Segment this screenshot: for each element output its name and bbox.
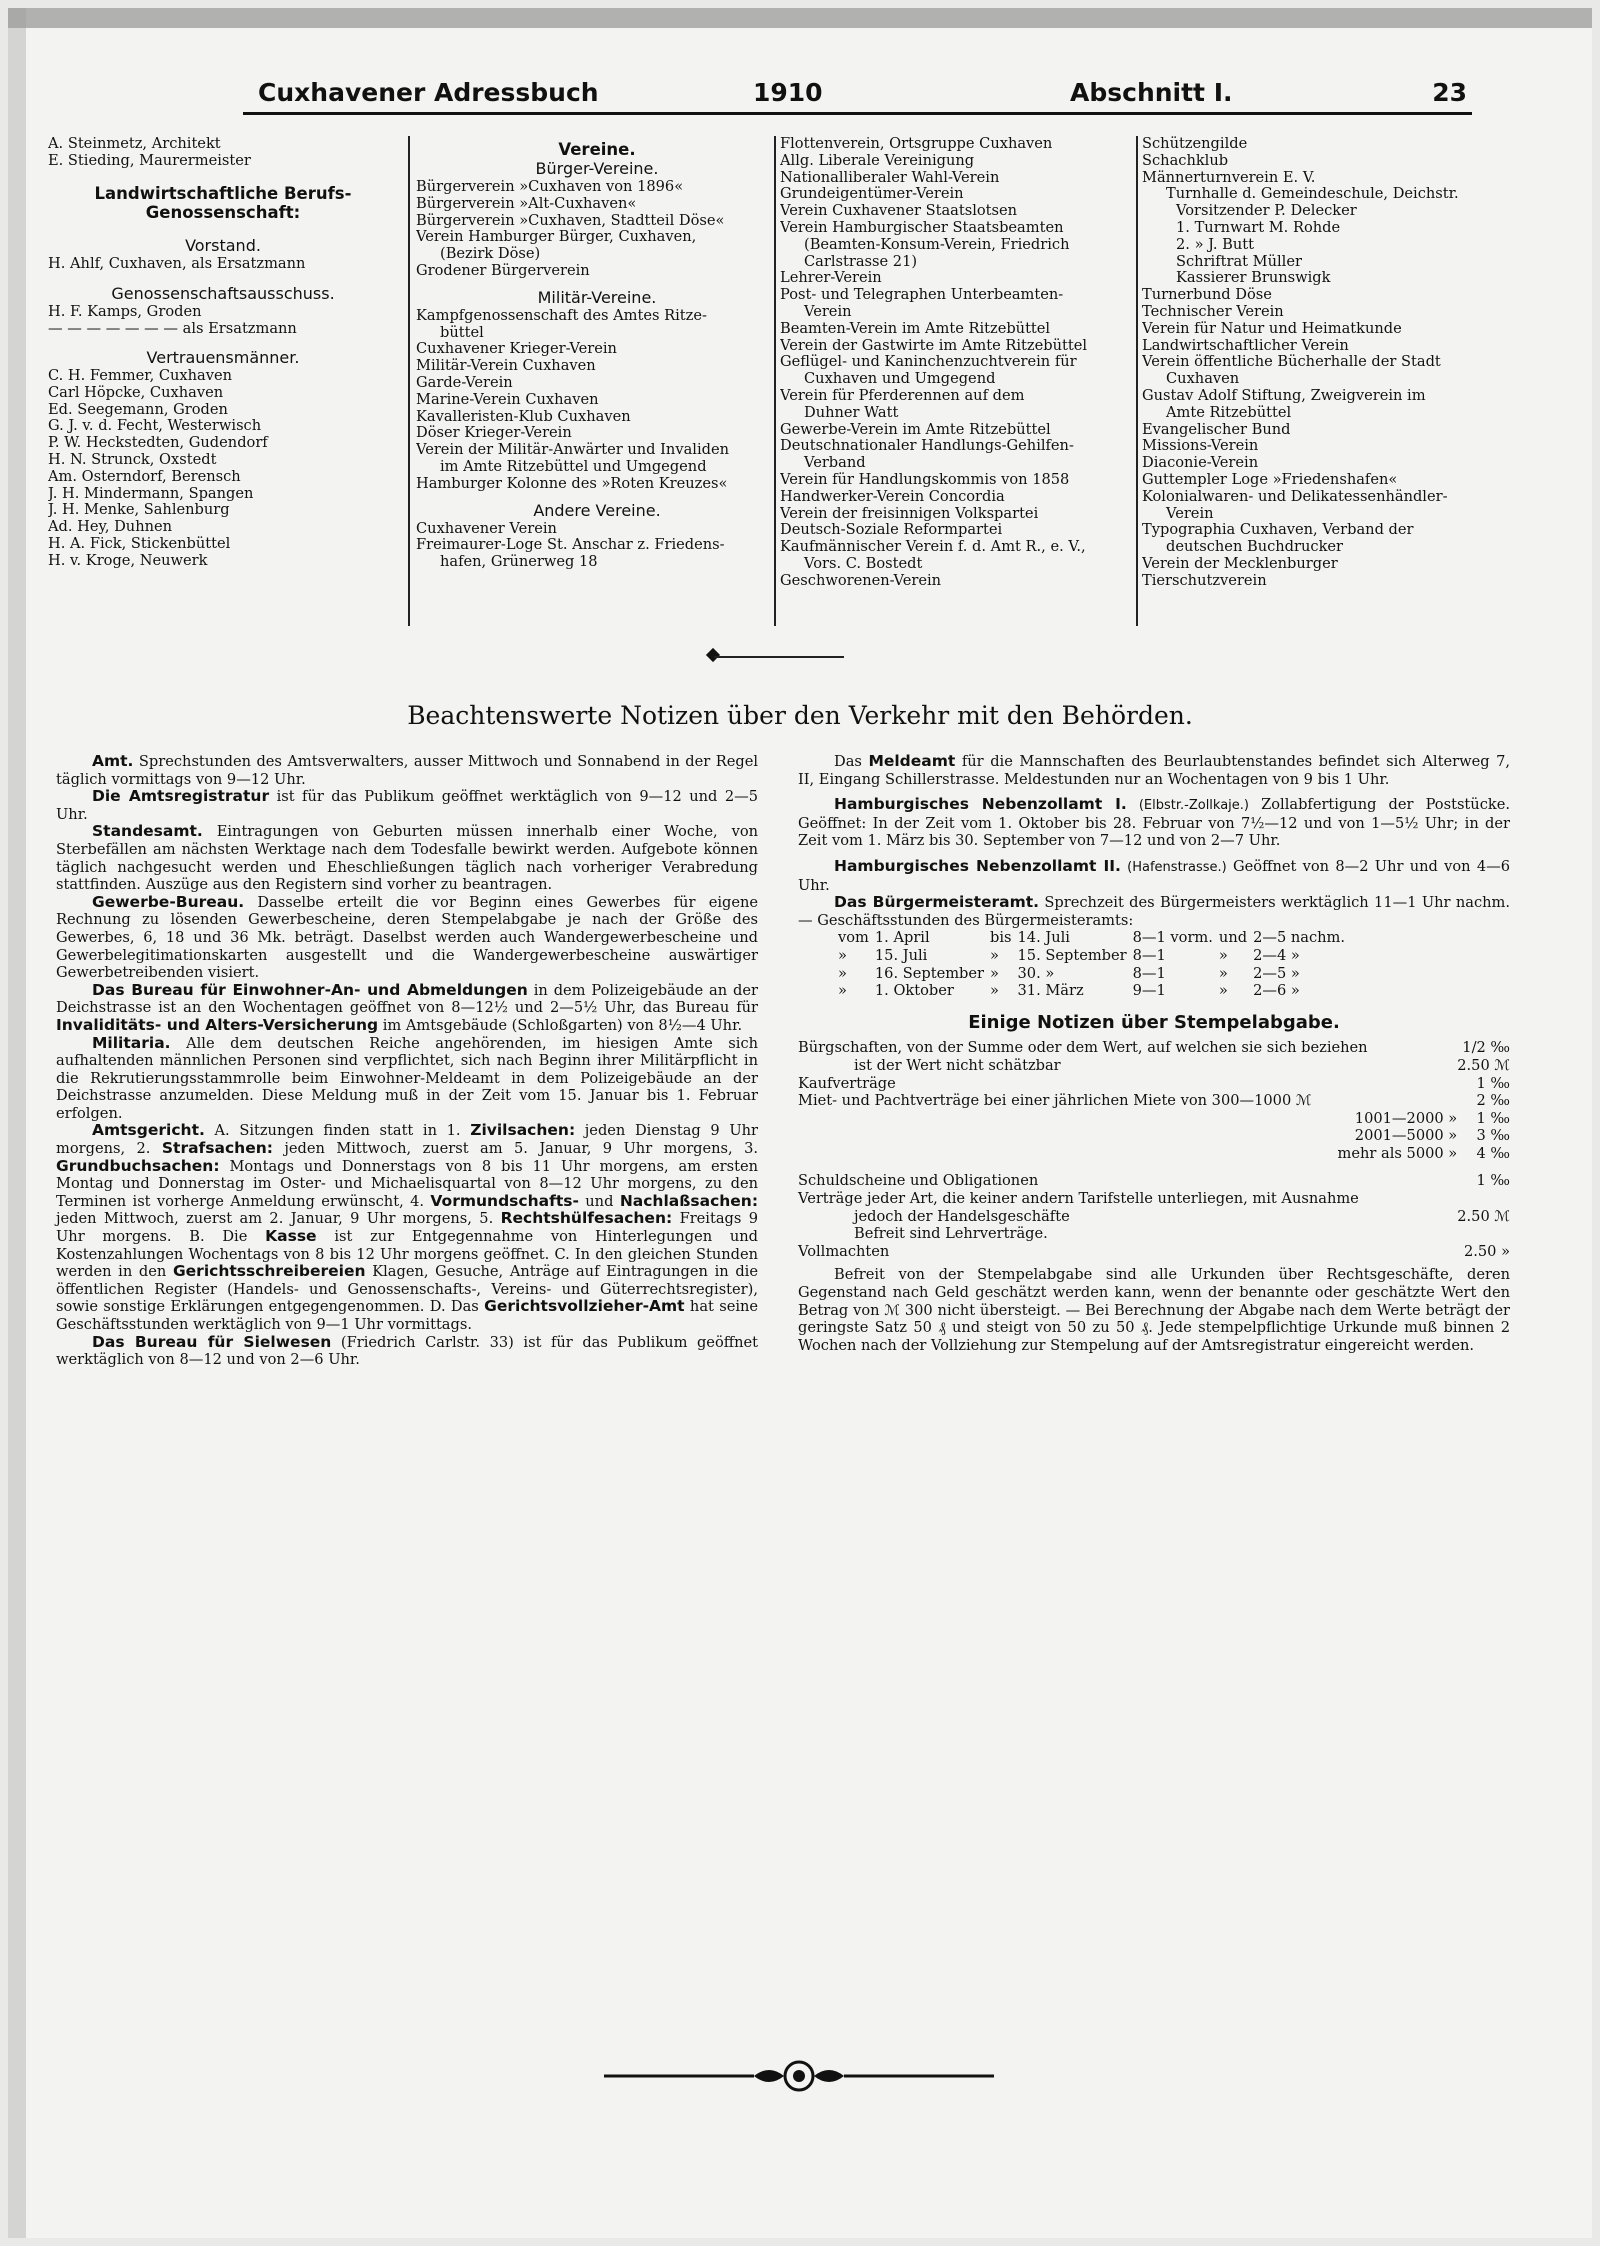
- list-item: H. A. Fick, Stickenbüttel: [48, 535, 231, 552]
- page-number: 23: [1432, 78, 1467, 107]
- list-item: Döser Krieger-Verein: [416, 425, 572, 442]
- table-cell: 1001—2000 »: [1354, 1109, 1458, 1127]
- paragraph-text: Klagen, Gesuche, Anträge auf Eintragungen in die öffentlichen Register (Handels- und Genossenschafts-, Vereins- und Güterrechtsregister), sowie sonstige Erklärungen entgegengenommen. D. Das: [56, 1263, 758, 1316]
- subheading-vertrauen: Vertrauensmänner.: [146, 347, 300, 367]
- list-item: Verein Hamburgischer Staatsbeamten: [780, 219, 1064, 236]
- list-item: H. Ahlf, Cuxhaven, als Ersatzmann: [48, 255, 306, 272]
- keyword: Hamburgisches Nebenzollamt II.: [834, 856, 1121, 875]
- list-item: Bürgerverein »Alt-Cuxhaven«: [416, 195, 637, 212]
- list-item: E. Stieding, Maurermeister: [48, 152, 251, 169]
- table-cell: 3 ‰: [1476, 1127, 1510, 1145]
- militaer-list: [416, 308, 778, 493]
- table-row: [838, 929, 1351, 947]
- table-cell: 15. Juli: [874, 946, 928, 964]
- list-item: J. H. Menke, Sahlenburg: [48, 502, 230, 519]
- keyword: Kasse: [265, 1227, 317, 1246]
- section-heading: Landwirtschaftliche Berufs-: [94, 183, 352, 203]
- table-cell: jedoch der Handelsgeschäfte: [854, 1207, 1070, 1225]
- keyword: Standesamt.: [92, 822, 203, 841]
- table-row: [798, 1145, 1510, 1163]
- ornament-leaf: [754, 2070, 784, 2082]
- table-cell: 8—1: [1132, 964, 1166, 982]
- subheading-ausschuss: Genossenschaftsausschuss.: [111, 284, 335, 304]
- ornament-center: [793, 2070, 805, 2082]
- notes-right-column: [798, 753, 1510, 1354]
- list-item: (Beamten-Konsum-Verein, Friedrich: [804, 236, 1070, 253]
- list-item: Diaconie-Verein: [1142, 455, 1259, 472]
- paragraph-gewerbe: [56, 894, 758, 982]
- paragraph-text: Sprechzeit des Bürgermeisters werktäglich 11—1 Uhr nachm. — Geschäftsstunden des Bürgermeisteramts:: [798, 894, 1510, 929]
- list-item: G. J. v. d. Fecht, Westerwisch: [48, 418, 262, 435]
- keyword: Militaria.: [92, 1033, 171, 1052]
- table-cell: 1 ‰: [1476, 1074, 1510, 1092]
- table-cell: 2—4 »: [1253, 946, 1300, 964]
- list-item: Handwerker-Verein Concordia: [780, 488, 1005, 505]
- table-cell: mehr als 5000 »: [1337, 1144, 1458, 1162]
- keyword: Strafsachen:: [161, 1139, 273, 1158]
- list-item: Cuxhaven: [1166, 371, 1240, 388]
- paragraph-text: ist für das Publikum geöffnet werktäglich von 9—12 und 2—5 Uhr.: [56, 788, 758, 823]
- table-cell: 2.50 ℳ: [1457, 1056, 1510, 1074]
- header-section: Abschnitt I.: [1070, 78, 1233, 107]
- list-item: Verein für Handlungskommis von 1858: [780, 471, 1070, 488]
- column-landwirtschaft: [48, 136, 398, 570]
- keyword: Invaliditäts- und Alters-Versicherung: [56, 1015, 379, 1034]
- section-heading: Genossenschaft:: [145, 202, 301, 222]
- table-cell: vom: [838, 929, 869, 947]
- table-cell: »: [990, 982, 999, 1000]
- paragraph-nebenzollamt-2: [798, 858, 1510, 894]
- table-row: [798, 1110, 1510, 1128]
- paragraph-text: Eintragungen von Geburten müssen innerhalb einer Woche, von Sterbefällen am nächsten Werktage nach dem Todesfalle bewirkt werden. Aufgebote können täglich nachgesucht werden und Eheschließungen täglich nach vorheriger Verabredung stattfinden. Auszüge aus den Registern sind vorher zu beantragen.: [56, 823, 758, 894]
- table-cell: 16. September: [874, 964, 984, 982]
- list-item: Freimaurer-Loge St. Anschar z. Friedens-: [416, 537, 725, 554]
- paragraph-text: und: [585, 1192, 614, 1210]
- keyword: Gerichtsschreibereien: [172, 1262, 366, 1281]
- table-cell: Bürgschaften, von der Summe oder dem Wert, auf welchen sie sich beziehen: [798, 1039, 1368, 1057]
- paragraph-nebenzollamt-1: [798, 796, 1510, 850]
- table-row: [798, 1208, 1510, 1226]
- table-cell: Schuldscheine und Obligationen: [798, 1172, 1039, 1190]
- list-item: P. W. Heckstedten, Gudendorf: [48, 435, 268, 452]
- notes-left-column: [56, 753, 758, 1369]
- scan-shadow-left: [8, 8, 26, 2238]
- table-cell: 8—1 vorm.: [1132, 929, 1213, 947]
- paragraph-text: (Friedrich Carlstr. 33) ist für das Publikum geöffnet werktäglich von 8—12 und von 2—6 Uhr.: [56, 1333, 759, 1369]
- list-item: Duhner Watt: [804, 404, 899, 421]
- table-row: [798, 1225, 1510, 1243]
- subheading-buerger: Bürger-Vereine.: [535, 159, 659, 178]
- paragraph-sielwesen: [56, 1334, 758, 1369]
- list-item: — — — — — — — als Ersatzmann: [48, 321, 297, 338]
- vereine-list: [780, 136, 1138, 590]
- list-item: Deutsch-Soziale Reformpartei: [780, 522, 1003, 539]
- list-item: Schachklub: [1142, 152, 1229, 169]
- list-item: Grundeigentümer-Verein: [780, 186, 964, 203]
- list-item: Deutschnationaler Handlungs-Gehilfen-: [780, 438, 1074, 455]
- paragraph-text: in dem Polizeigebäude an der Deichstrasse ist an den Wochentagen geöffnet von 8—12½ und 2—5½ Uhr, das Bureau für: [56, 981, 759, 1017]
- list-item: Gewerbe-Verein im Amte Ritzebüttel: [780, 421, 1051, 438]
- paragraph-text: Alle dem deutschen Reiche angehörenden, im hiesigen Amte sich aufhaltenden männlichen Personen sind verpflichtet, sich nach Beginn ihrer Militärpflicht in die Rekrutierungsstammrolle beim Einwohner-Meldeamt in dem Polizeigebäude an der Deichstrasse anzumelden. Diese Meldung muß in der Zeit vom 15. Januar bis 1. Februar erfolgen.: [56, 1034, 759, 1122]
- subheading-andere: Andere Vereine.: [533, 500, 661, 520]
- table-cell: »: [1218, 946, 1228, 964]
- list-item: Geflügel- und Kaninchenzuchtverein für: [780, 354, 1077, 371]
- buerger-list: [416, 179, 778, 280]
- subheading-vorstand: Vorstand.: [185, 235, 261, 255]
- ornament-leaf: [814, 2070, 844, 2082]
- paragraph-text: jeden Dienstag 9 Uhr morgens, 2.: [56, 1122, 758, 1158]
- list-item: Cuxhavener Krieger-Verein: [416, 341, 617, 358]
- paragraph-buergermeisteramt: [798, 894, 1510, 929]
- table-cell: 1/2 ‰: [1462, 1039, 1510, 1057]
- table-cell: 1 ‰: [1476, 1172, 1510, 1190]
- table-cell: 31. März: [1017, 982, 1084, 1000]
- list-item: hafen, Grünerweg 18: [440, 554, 598, 571]
- table-cell: »: [1218, 964, 1228, 982]
- paragraph-einwohner: [56, 982, 758, 1035]
- paragraph-text: ist zur Entgegennahme von Hinterlegungen und Kostenzahlungen Wochentags von 8 bis 12 Uhr morgens geöffnet. C. In den gleichen Stunden werden in den: [56, 1228, 759, 1281]
- list-item: Cuxhaven und Umgegend: [804, 371, 996, 388]
- list-item: A. Steinmetz, Architekt: [48, 136, 221, 152]
- table-cell: 8—1: [1132, 946, 1166, 964]
- table-row: [798, 1127, 1510, 1145]
- table-cell: Verträge jeder Art, die keiner andern Tarifstelle unterliegen, mit Ausnahme: [798, 1190, 1359, 1208]
- paragraph-amt: [56, 753, 758, 788]
- table-cell: »: [990, 964, 999, 982]
- list-item: H. N. Strunck, Oxstedt: [48, 451, 217, 468]
- table-cell: Kaufverträge: [798, 1074, 896, 1092]
- end-ornament: [604, 2058, 994, 2094]
- table-row: [798, 1075, 1510, 1093]
- list-item: Verein der Mecklenburger: [1142, 555, 1338, 572]
- list-item: Verein Hamburger Bürger, Cuxhaven,: [416, 229, 697, 246]
- table-cell: »: [838, 982, 847, 1000]
- table-row: [798, 1039, 1510, 1057]
- keyword: Hamburgisches Nebenzollamt I.: [834, 795, 1127, 814]
- vertrauen-list: [48, 368, 398, 570]
- list-item: büttel: [440, 324, 484, 341]
- list-item: Tierschutzverein: [1142, 572, 1267, 589]
- list-item: Kampfgenossenschaft des Amtes Ritze-: [416, 307, 707, 324]
- table-row: [798, 1243, 1510, 1261]
- table-cell: 4 ‰: [1476, 1144, 1510, 1162]
- list-item: Lehrer-Verein: [780, 270, 882, 287]
- table-cell: 2001—5000 »: [1354, 1127, 1458, 1145]
- paragraph-militaria: [56, 1035, 758, 1123]
- stamp-heading: Einige Notizen über Stempelabgabe.: [968, 1011, 1340, 1033]
- list-item: Turnhalle d. Gemeindeschule, Deichstr.: [1166, 186, 1459, 203]
- list-item: Amte Ritzebüttel: [1166, 404, 1292, 421]
- list-item: Vors. C. Bostedt: [804, 555, 923, 572]
- list-item: Verein öffentliche Bücherhalle der Stadt: [1142, 354, 1441, 371]
- keyword: Gerichtsvollzieher-Amt: [484, 1297, 685, 1316]
- table-cell: und: [1218, 929, 1248, 947]
- vorstand-list: [48, 256, 398, 273]
- paragraph-text: Zollabfertigung der Poststücke. Geöffnet: In der Zeit vom 1. Oktober bis 28. Februar von 7½—12 und von 1—5½ Uhr; in der Zeit vom 1. März bis 30. September von 7—12 und von 2—7 Uhr.: [798, 796, 1510, 850]
- table-cell: ist der Wert nicht schätzbar: [854, 1056, 1061, 1074]
- paragraph-text: Freitags 9 Uhr morgens. B. Die: [56, 1210, 759, 1246]
- keyword: Nachlaßsachen:: [619, 1191, 759, 1210]
- keyword: Die Amtsregistratur: [92, 787, 270, 806]
- table-cell: »: [838, 946, 847, 964]
- table-cell: 1. April: [874, 929, 930, 947]
- table-cell: 2—6 »: [1253, 982, 1300, 1000]
- list-item: Ed. Seegemann, Groden: [48, 401, 228, 418]
- list-item: Turnerbund Döse: [1142, 287, 1272, 304]
- paragraph-meldeamt: [798, 753, 1510, 788]
- paragraph-text: Das: [834, 753, 862, 770]
- keyword: Gewerbe-Bureau.: [92, 892, 245, 911]
- paragraph-text: jeden Mittwoch, zuerst am 2. Januar, 9 Uhr morgens, 5.: [56, 1210, 494, 1228]
- table-row: [798, 1190, 1510, 1208]
- keyword: Rechtshülfesachen:: [500, 1209, 673, 1228]
- list-item: 1. Turnwart M. Rohde: [1176, 219, 1341, 236]
- keyword: Vormundschafts-: [430, 1191, 579, 1210]
- table-cell: [1457, 1225, 1510, 1243]
- table-cell: [1457, 1190, 1510, 1208]
- section-divider: [714, 656, 844, 658]
- ausschuss-list: [48, 304, 398, 338]
- list-item: Männerturnverein E. V.: [1142, 169, 1316, 186]
- list-item: Verein der freisinnigen Volkspartei: [780, 505, 1039, 522]
- list-item: H. F. Kamps, Groden: [48, 304, 202, 321]
- paragraph-standesamt: [56, 823, 758, 893]
- list-item: Cuxhavener Verein: [416, 520, 557, 537]
- keyword: Grundbuchsachen:: [56, 1156, 220, 1175]
- table-row: [838, 982, 1351, 1000]
- list-item: Technischer Verein: [1142, 303, 1284, 320]
- list-item: Verein der Gastwirte im Amte Ritzebüttel: [780, 337, 1088, 354]
- header-title: Cuxhavener Adressbuch: [258, 78, 599, 107]
- paragraph-text: hat seine Geschäftsstunden werktäglich von 9—1 Uhr vormittags.: [56, 1298, 759, 1333]
- list-item: Verein für Natur und Heimatkunde: [1142, 320, 1402, 337]
- subheading-militaer: Militär-Vereine.: [537, 287, 657, 307]
- column-divider: [408, 136, 410, 626]
- table-row: [798, 1057, 1510, 1075]
- list-item: Verein für Pferderennen auf dem: [780, 387, 1025, 404]
- table-cell: bis: [990, 929, 1012, 947]
- list-item: Marine-Verein Cuxhaven: [416, 391, 599, 408]
- table-row: [798, 1092, 1510, 1110]
- table-cell: 1. Oktober: [874, 982, 954, 1000]
- list-item: C. H. Femmer, Cuxhaven: [48, 367, 233, 384]
- list-item: Verein der Militär-Anwärter und Invaliden: [416, 442, 729, 459]
- top-lines: [48, 136, 398, 170]
- paragraph-stamp-note: Befreit von der Stempelabgabe sind alle Urkunden über Rechtsgeschäfte, deren Gegenstand nach Geld geschätzt werden kann, wenn der benannte oder geschätzte Wert den Betrag von ℳ 300 nicht übersteigt. — Bei Berechnung der Abgabe nach dem Werte beträgt der geringste Satz 50 ₰ und steigt von 50 zu 50 ₰. Jede stempelpflichtige Urkunde muß binnen 2 Wochen nach der Vollziehung zur Stempelung auf der Amtsregistratur eingereicht werden.: [798, 1266, 1510, 1354]
- list-item: Verein Cuxhavener Staatslotsen: [780, 203, 1018, 220]
- table-cell: 2.50 ℳ: [1457, 1207, 1510, 1225]
- list-item: Evangelischer Bund: [1142, 421, 1291, 438]
- table-cell: 1 ‰: [1476, 1109, 1510, 1127]
- paragraph-amtsgericht: [56, 1122, 758, 1333]
- keyword: Zivilsachen:: [470, 1121, 576, 1140]
- paragraph-text: Dasselbe erteilt die vor Beginn eines Gewerbes für eigene Rechnung zu lösenden Gewerbescheine, deren Stempelabgabe je nach der Größe des Gewerbes, 6, 18 und 36 Mk. beträgt. Daselbst werden auch Wandergewerbescheine und Gewerbelegitimationskarten ausgestellt und die Wandergewerbescheine auswärtiger Gewerbetreibenden visiert.: [56, 893, 759, 982]
- table-cell: 9—1: [1132, 982, 1166, 1000]
- list-item: Verein: [1166, 505, 1214, 522]
- column-vereine-3: [1142, 136, 1507, 590]
- list-item: Nationalliberaler Wahl-Verein: [780, 169, 1000, 186]
- list-item: Gustav Adolf Stiftung, Zweigverein im: [1142, 387, 1426, 404]
- list-item: Beamten-Verein im Amte Ritzebüttel: [780, 320, 1051, 337]
- keyword: Amtsgericht.: [92, 1121, 205, 1140]
- list-item: Post- und Telegraphen Unterbeamten-: [780, 287, 1064, 304]
- table-cell: Befreit sind Lehrverträge.: [854, 1225, 1048, 1243]
- paragraph-text: im Amtsgebäude (Schloßgarten) von 8½—4 Uhr.: [382, 1016, 743, 1034]
- paragraph-text: Montags und Donnerstags von 8 bis 11 Uhr morgens, am ersten Montag und Donnerstag im Oster- und Michaelisquartal von 8—12 Uhr morgens, zu den Terminen ist vorherge Anmeldung erwünscht, 4.: [56, 1157, 758, 1210]
- list-item: Carl Höpcke, Cuxhaven: [48, 384, 224, 401]
- list-item: Bürgerverein »Cuxhaven, Stadtteil Döse«: [416, 212, 725, 229]
- list-item: Missions-Verein: [1142, 438, 1259, 455]
- list-item: Kassierer Brunswigk: [1176, 270, 1331, 287]
- list-item: Am. Osterndorf, Berensch: [48, 468, 241, 485]
- table-cell: »: [990, 946, 999, 964]
- list-item: Bürgerverein »Cuxhaven von 1896«: [416, 179, 684, 195]
- column-vereine-2: [780, 136, 1138, 590]
- table-cell: 15. September: [1017, 946, 1127, 964]
- table-cell: »: [1218, 982, 1228, 1000]
- list-item: 2. » J. Butt: [1176, 236, 1254, 253]
- office-hours-table: [838, 929, 1351, 999]
- table-cell: 2—5 nachm.: [1253, 929, 1346, 947]
- list-item: Landwirtschaftlicher Verein: [1142, 337, 1349, 354]
- paragraph-text: jeden Mittwoch, zuerst am 5. Januar, 9 Uhr morgens, 3.: [284, 1140, 759, 1158]
- list-item: Schriftrat Müller: [1176, 253, 1302, 270]
- paragraph-text: (Elbstr.-Zollkaje.): [1138, 798, 1250, 814]
- list-item: Vorsitzender P. Delecker: [1176, 203, 1357, 220]
- list-item: J. H. Mindermann, Spangen: [48, 485, 254, 502]
- paragraph-text: A. Sitzungen finden statt in 1.: [214, 1122, 461, 1140]
- list-item: Kolonialwaren- und Delikatessenhändler-: [1142, 488, 1448, 505]
- list-item: Verein: [804, 303, 852, 320]
- table-cell: »: [838, 964, 847, 982]
- list-item: Militär-Verein Cuxhaven: [416, 358, 596, 375]
- paragraph-text: für die Mannschaften des Beurlaubtenstandes befindet sich Alterweg 7, II, Eingang Schillerstrasse. Meldestunden nur an Wochentagen von 9 bis 1 Uhr.: [798, 753, 1511, 788]
- andere-list: [416, 521, 778, 571]
- keyword: Das Bürgermeisteramt.: [834, 893, 1040, 912]
- table-row: [798, 1162, 1510, 1190]
- table-cell: 30. »: [1017, 964, 1055, 982]
- paragraph-text: (Hafenstrasse.): [1127, 859, 1227, 875]
- paragraph-amtsregistratur: [56, 788, 758, 823]
- vereine-list: [1142, 136, 1507, 590]
- table-row: [838, 965, 1351, 983]
- list-item: Schützengilde: [1142, 136, 1248, 152]
- list-item: Grodener Bürgerverein: [416, 262, 590, 279]
- table-cell: 2—5 »: [1253, 964, 1300, 982]
- list-item: Garde-Verein: [416, 374, 513, 391]
- list-item: Flottenverein, Ortsgruppe Cuxhaven: [780, 136, 1053, 152]
- table-cell: Vollmachten: [798, 1242, 890, 1260]
- header-rule: [243, 112, 1472, 115]
- table-cell: 2.50 »: [1463, 1242, 1510, 1260]
- keyword: Amt.: [92, 752, 134, 770]
- running-header: [258, 78, 1467, 108]
- list-item: Allg. Liberale Vereinigung: [780, 152, 975, 169]
- stamp-rates-table: [798, 1039, 1510, 1260]
- page-title: Beachtenswerte Notizen über den Verkehr mit den Behörden.: [407, 701, 1193, 730]
- table-cell: Miet- und Pachtverträge bei einer jährlichen Miete von 300—1000 ℳ: [798, 1092, 1312, 1110]
- table-row: [838, 947, 1351, 965]
- paragraph-text: Sprechstunden des Amtsverwalters, ausser Mittwoch und Sonnabend in der Regel täglich vormittags von 9—12 Uhr.: [56, 753, 759, 788]
- list-item: Typographia Cuxhaven, Verband der: [1142, 522, 1414, 539]
- ornament-dot: [706, 648, 720, 662]
- keyword: Meldeamt: [868, 752, 956, 770]
- list-item: Geschworenen-Verein: [780, 572, 942, 589]
- list-item: Kaufmännischer Verein f. d. Amt R., e. V.,: [780, 539, 1086, 556]
- list-item: Hamburger Kolonne des »Roten Kreuzes«: [416, 475, 728, 492]
- paragraph-text: Geöffnet von 8—2 Uhr und von 4—6 Uhr.: [798, 857, 1511, 894]
- table-cell: 14. Juli: [1017, 929, 1070, 947]
- keyword: Das Bureau für Sielwesen: [92, 1332, 332, 1351]
- list-item: Kavalleristen-Klub Cuxhaven: [416, 408, 631, 425]
- vereine-title: Vereine.: [558, 140, 636, 159]
- scan-shadow-top: [8, 8, 1592, 28]
- list-item: (Bezirk Döse): [440, 246, 541, 263]
- list-item: Guttempler Loge »Friedenshafen«: [1142, 471, 1398, 488]
- list-item: Carlstrasse 21): [804, 253, 918, 270]
- column-vereine: [416, 136, 778, 571]
- list-item: deutschen Buchdrucker: [1166, 539, 1344, 556]
- list-item: Ad. Hey, Duhnen: [48, 519, 173, 536]
- list-item: Verband: [804, 455, 866, 472]
- table-cell: 2 ‰: [1476, 1092, 1510, 1110]
- list-item: im Amte Ritzebüttel und Umgegend: [440, 458, 707, 475]
- header-year: 1910: [753, 78, 823, 107]
- list-item: H. v. Kroge, Neuwerk: [48, 552, 208, 569]
- document-page: [8, 8, 1592, 2238]
- keyword: Das Bureau für Einwohner-An- und Abmeldungen: [92, 980, 528, 999]
